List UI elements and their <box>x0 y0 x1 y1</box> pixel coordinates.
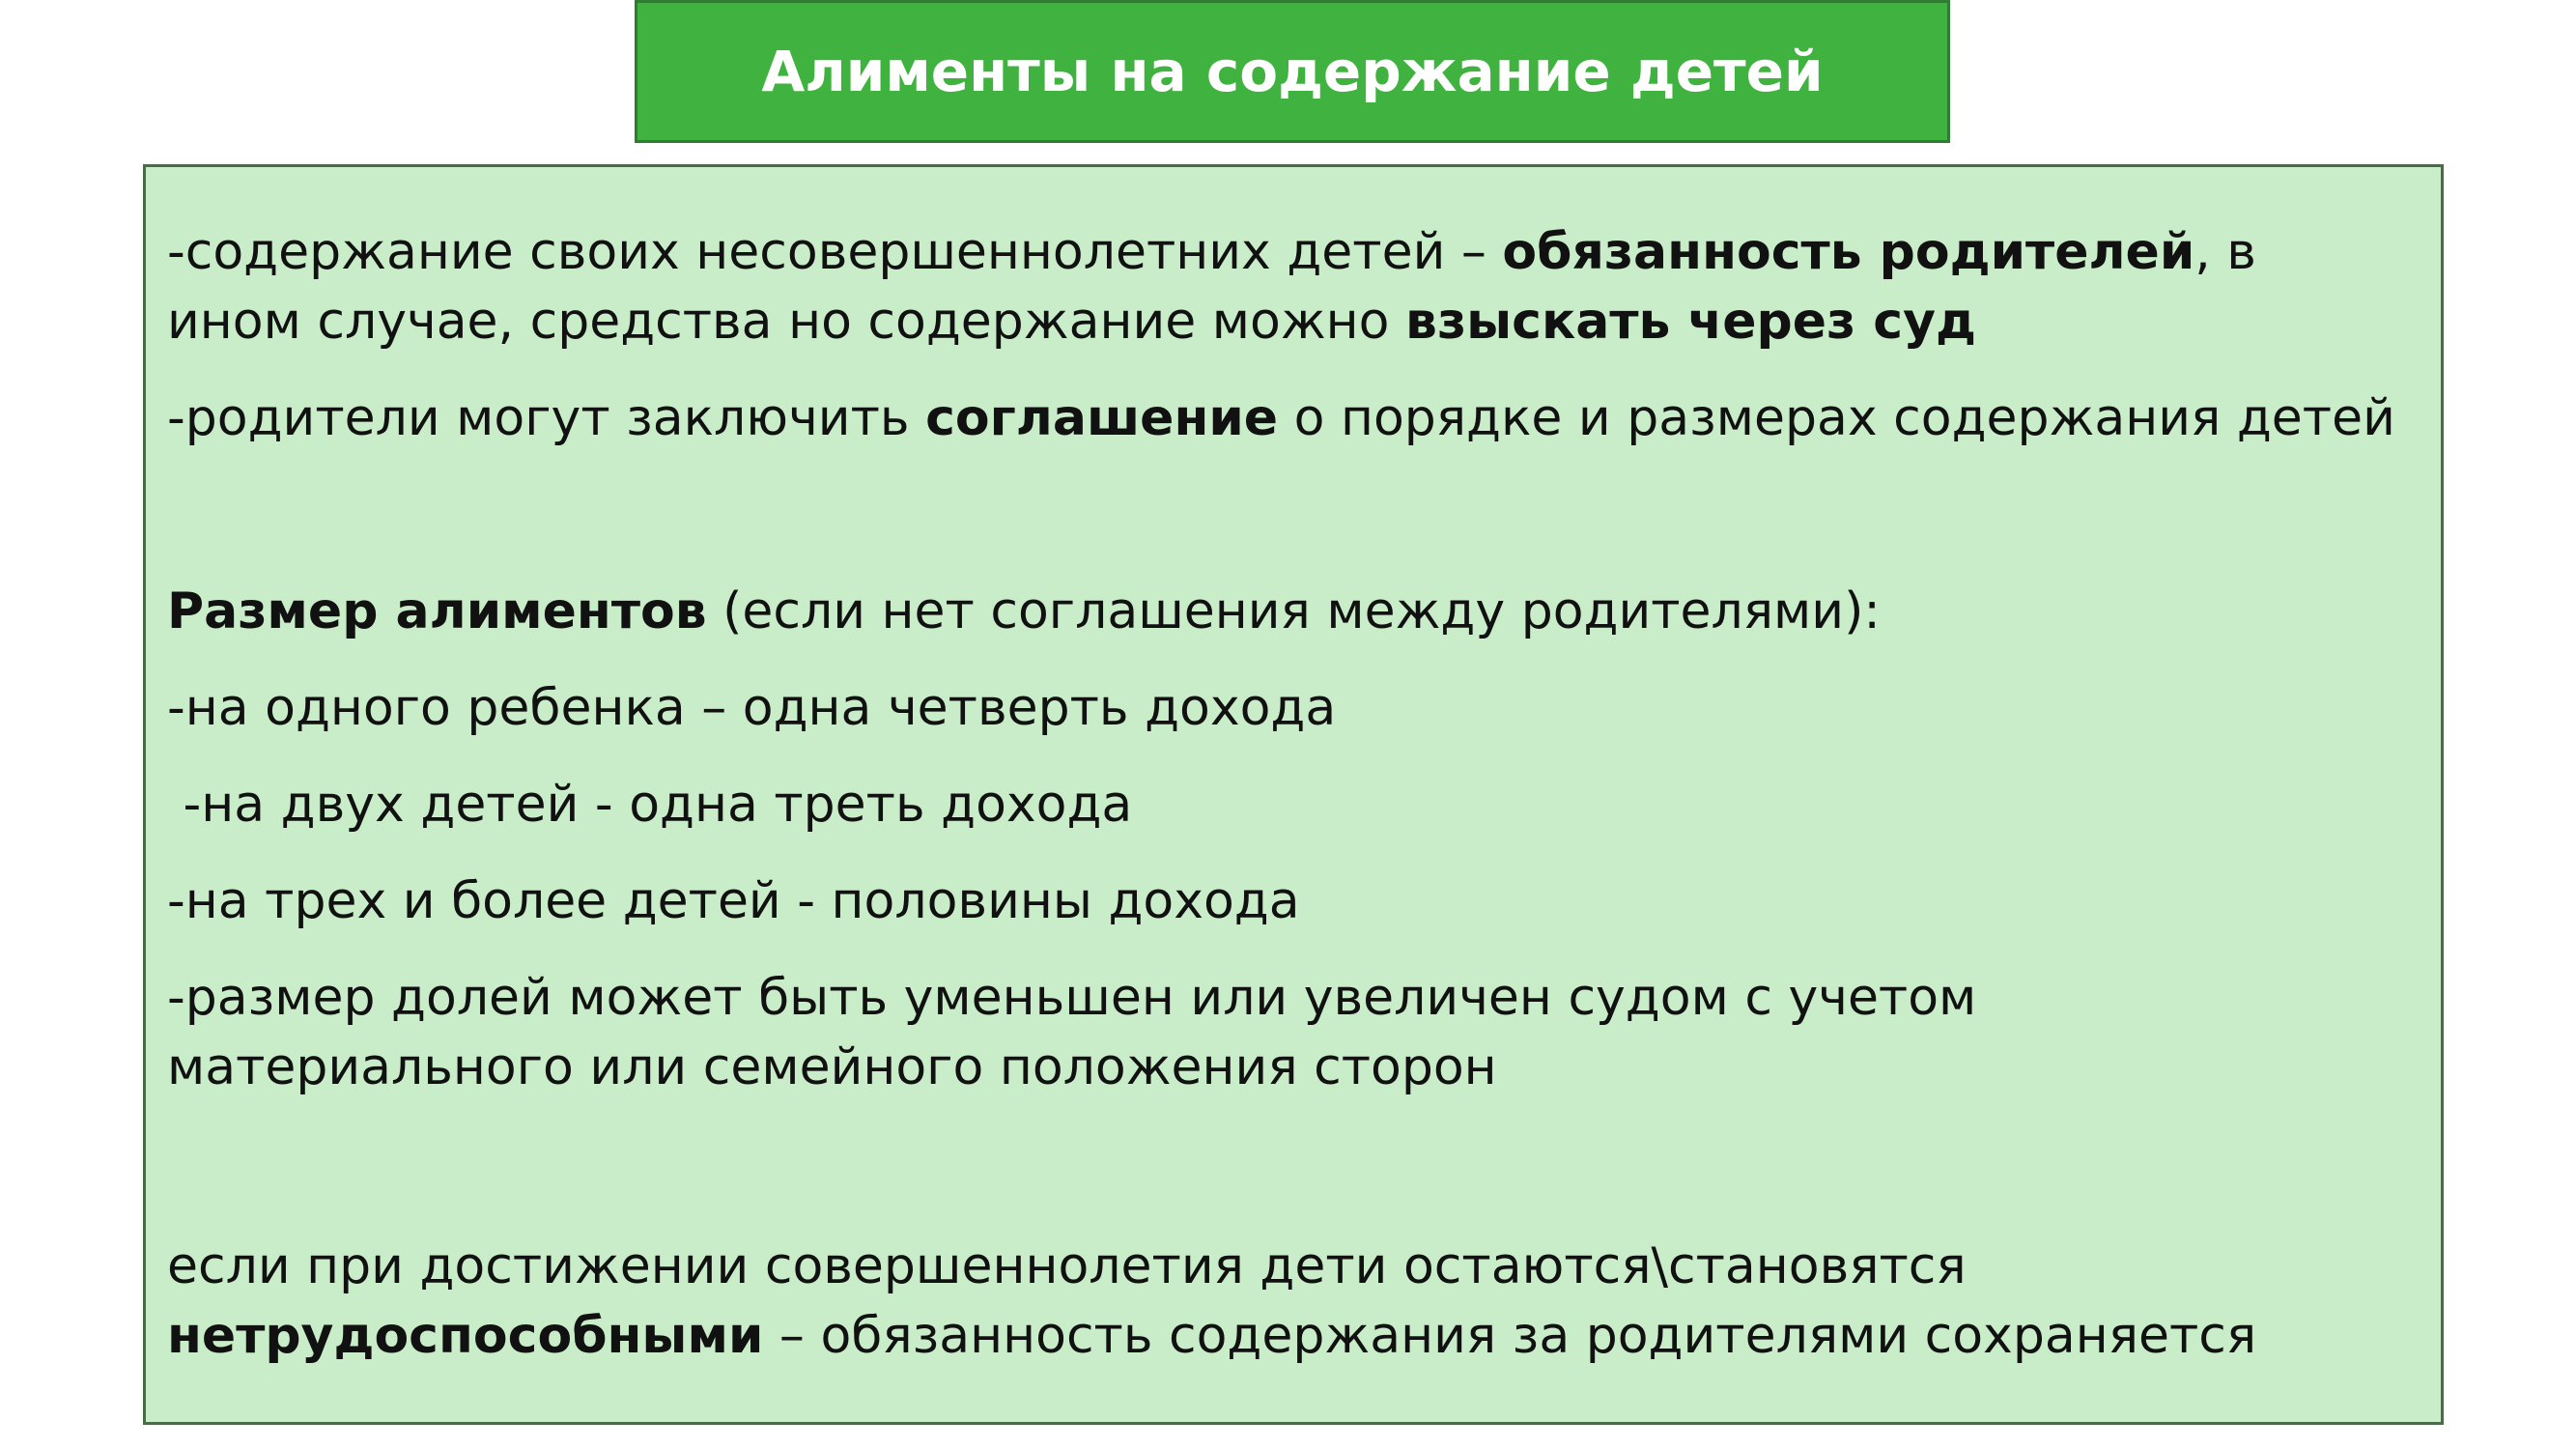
paragraph-two-children: -на двух детей - одна треть дохода <box>167 776 1133 834</box>
paragraph-parents-duty <box>167 217 2421 356</box>
text-line: если при достижении совершеннолетия дети остаются\становятся <box>167 1237 1967 1295</box>
text-line: -размер долей может быть уменьшен или увеличен судом с учетом <box>167 969 1977 1027</box>
bold-segment: соглашение <box>925 389 1279 447</box>
paragraph-agreement <box>167 384 2421 453</box>
paragraph-alimony-size <box>167 577 2421 646</box>
paragraph-one-child: -на одного ребенка – одна четверть дохода <box>167 679 1337 737</box>
text-segment: о порядке и размерах содержания детей <box>1278 389 2395 447</box>
text-segment: ином случае, средства но содержание можно <box>167 293 1406 351</box>
bold-segment: нетрудоспособными <box>167 1307 764 1365</box>
text-segment: -содержание своих несовершеннолетних детей – <box>167 223 1503 281</box>
title-banner <box>635 0 1950 143</box>
bold-segment: обязанность родителей <box>1502 223 2195 281</box>
content-text <box>167 217 2421 1371</box>
bold-segment: Размер алиментов <box>167 582 707 640</box>
paragraph-three-children: -на трех и более детей - половины дохода <box>167 872 1300 930</box>
text-segment: , в <box>2194 223 2256 281</box>
text-segment: (если нет соглашения между родителями): <box>706 582 1881 640</box>
text-line: материального или семейного положения сторон <box>167 1038 1497 1096</box>
paragraph-share-adjustment <box>167 963 2421 1102</box>
content-panel <box>143 164 2444 1425</box>
text-segment: – обязанность содержания за родителями сохраняется <box>763 1307 2257 1365</box>
paragraph-disabled-adult-children <box>167 1232 2421 1371</box>
text-segment: -родители могут заключить <box>167 389 926 447</box>
slide-title: Алименты на содержание детей <box>761 39 1824 104</box>
bold-segment: взыскать через суд <box>1405 293 1976 351</box>
